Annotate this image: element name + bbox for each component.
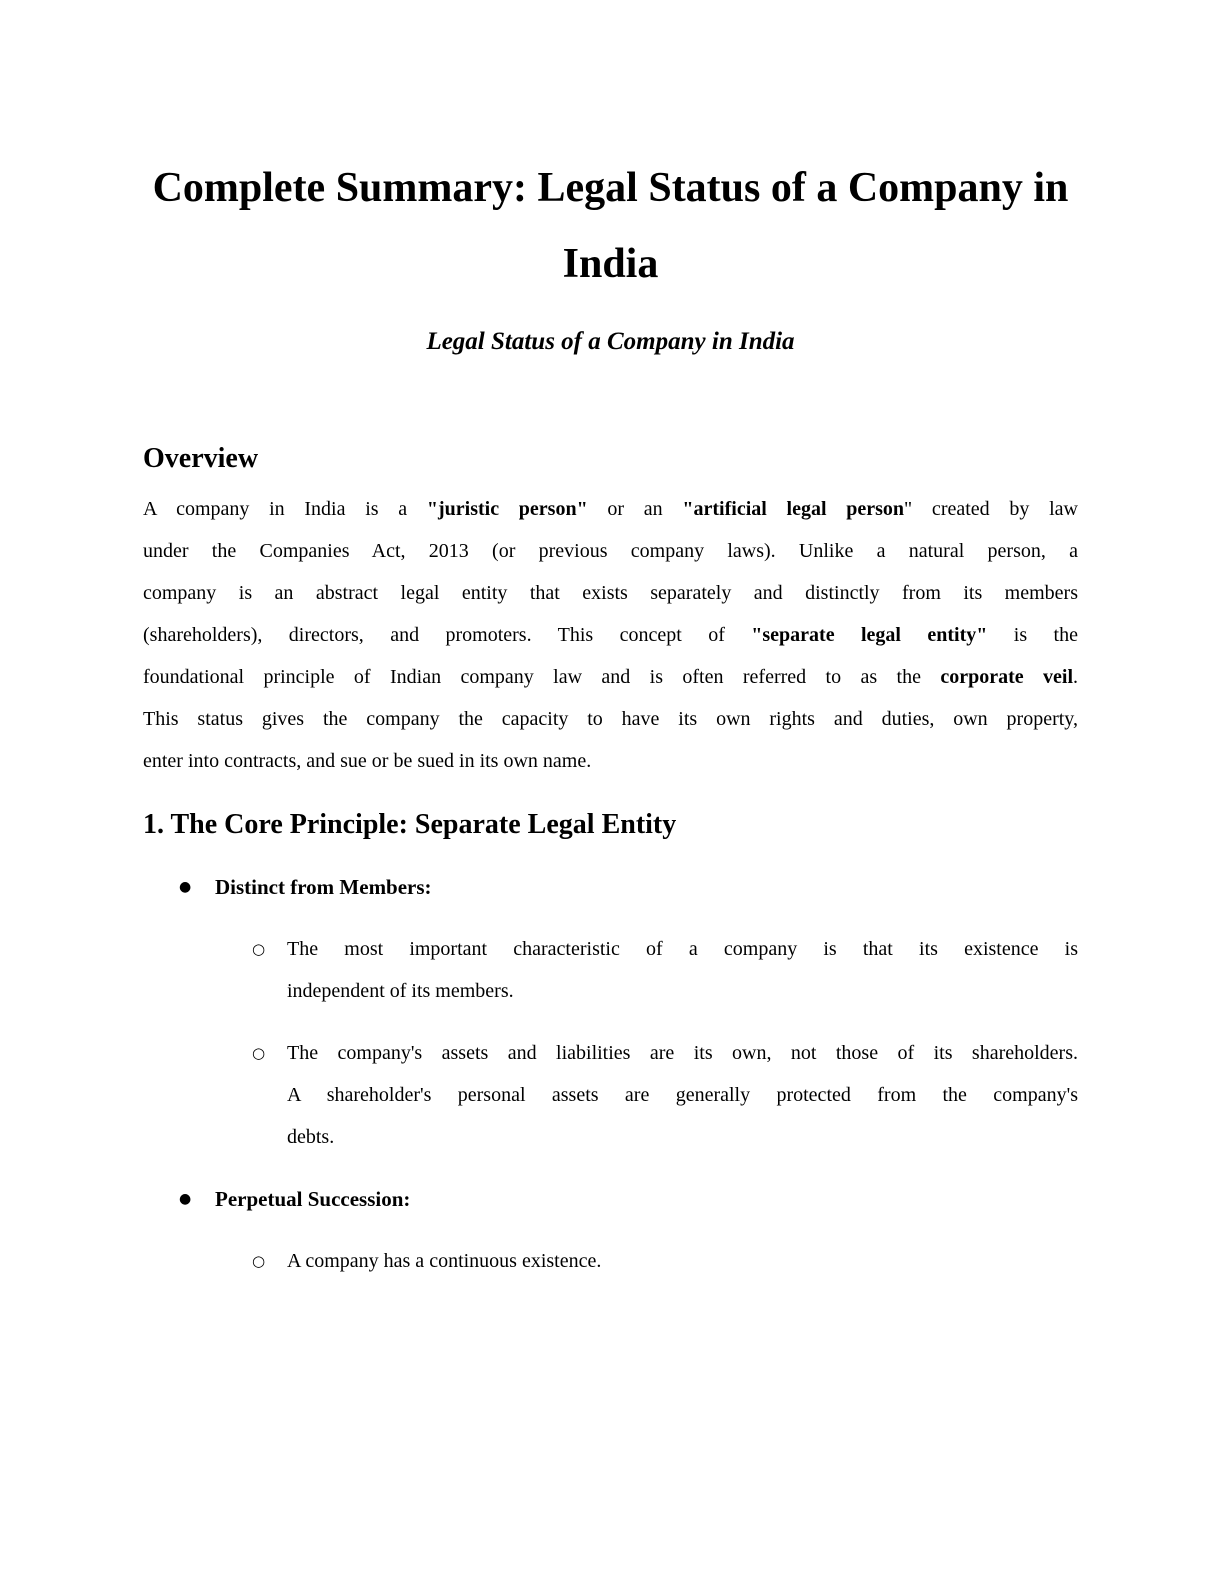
- overview-heading: Overview: [143, 443, 259, 474]
- bullet-label: Perpetual Succession:: [215, 1187, 411, 1211]
- text-segment: .: [1073, 666, 1079, 688]
- text-segment: "separate legal entity": [751, 624, 988, 646]
- text-line: [143, 614, 1078, 656]
- sub-bullet-text: [287, 1240, 1078, 1282]
- document-title-line-1: Complete Summary: Legal Status of a Company in: [152, 165, 1069, 211]
- text-line: [287, 1116, 1078, 1158]
- sub-bullet-item: [215, 1032, 1078, 1158]
- text-segment: company is an abstract legal entity that exists separately and distinctly from its members: [143, 582, 1078, 604]
- section-1-bullet-list: [143, 866, 1078, 1282]
- text-segment: A company in India is a: [143, 498, 427, 520]
- text-segment: foundational principle of Indian company law and is often referred to as the: [143, 666, 941, 688]
- text-line: [143, 572, 1078, 614]
- bullet-disc-icon: ●: [179, 879, 192, 895]
- text-segment: A shareholder's personal assets are generally protected from the company's: [287, 1084, 1078, 1106]
- document-subtitle: Legal Status of a Company in India: [426, 328, 795, 355]
- text-line: [287, 928, 1078, 970]
- text-segment: debts.: [287, 1126, 335, 1148]
- overview-paragraph: [143, 488, 1078, 782]
- text-segment: A company has a continuous existence.: [287, 1250, 602, 1272]
- document-title-line-2: India: [562, 241, 659, 287]
- text-line: [143, 530, 1078, 572]
- text-line: [287, 1074, 1078, 1116]
- text-segment: (shareholders), directors, and promoters. This concept of: [143, 624, 752, 646]
- text-line: [143, 698, 1078, 740]
- text-line: [143, 740, 1078, 782]
- text-segment: enter into contracts, and sue or be sued in its own name.: [143, 750, 592, 772]
- text-segment: The company's assets and liabilities are its own, not those of its shareholders.: [287, 1042, 1078, 1064]
- bullet-disc-icon: ●: [179, 1191, 192, 1207]
- text-segment: independent of its members.: [287, 980, 514, 1002]
- text-segment: " created by law: [904, 498, 1078, 520]
- bullet-item-distinct-from-members: [143, 866, 1078, 1158]
- sub-bullet-text: [287, 1032, 1078, 1158]
- bullet-item-perpetual-succession: [143, 1178, 1078, 1282]
- text-line: [287, 1032, 1078, 1074]
- document-content: [0, 150, 1224, 1282]
- text-segment: "artificial legal person: [682, 498, 905, 520]
- text-segment: corporate veil: [940, 666, 1074, 688]
- bullet-circle-icon: ○: [252, 940, 266, 958]
- text-segment: is the: [987, 624, 1078, 646]
- section-1-heading: 1. The Core Principle: Separate Legal Entity: [143, 809, 677, 840]
- text-segment: This status gives the company the capacity to have its own rights and duties, own property,: [143, 708, 1078, 730]
- text-line: [143, 656, 1078, 698]
- bullet-circle-icon: ○: [252, 1044, 266, 1062]
- text-segment: under the Companies Act, 2013 (or previous company laws). Unlike a natural person, a: [143, 540, 1078, 562]
- sub-bullet-item: [215, 928, 1078, 1012]
- text-segment: The most important characteristic of a company is that its existence is: [287, 938, 1078, 960]
- text-segment: "juristic person": [426, 498, 588, 520]
- bullet-label: Distinct from Members:: [215, 875, 432, 899]
- sub-bullet-text: [287, 928, 1078, 1012]
- bullet-circle-icon: ○: [252, 1252, 266, 1270]
- sub-bullet-item: [215, 1240, 1078, 1282]
- text-segment: or an: [587, 498, 683, 520]
- document-title: [143, 150, 1078, 302]
- text-line: [143, 488, 1078, 530]
- text-line: [287, 1240, 1078, 1282]
- text-line: [287, 970, 1078, 1012]
